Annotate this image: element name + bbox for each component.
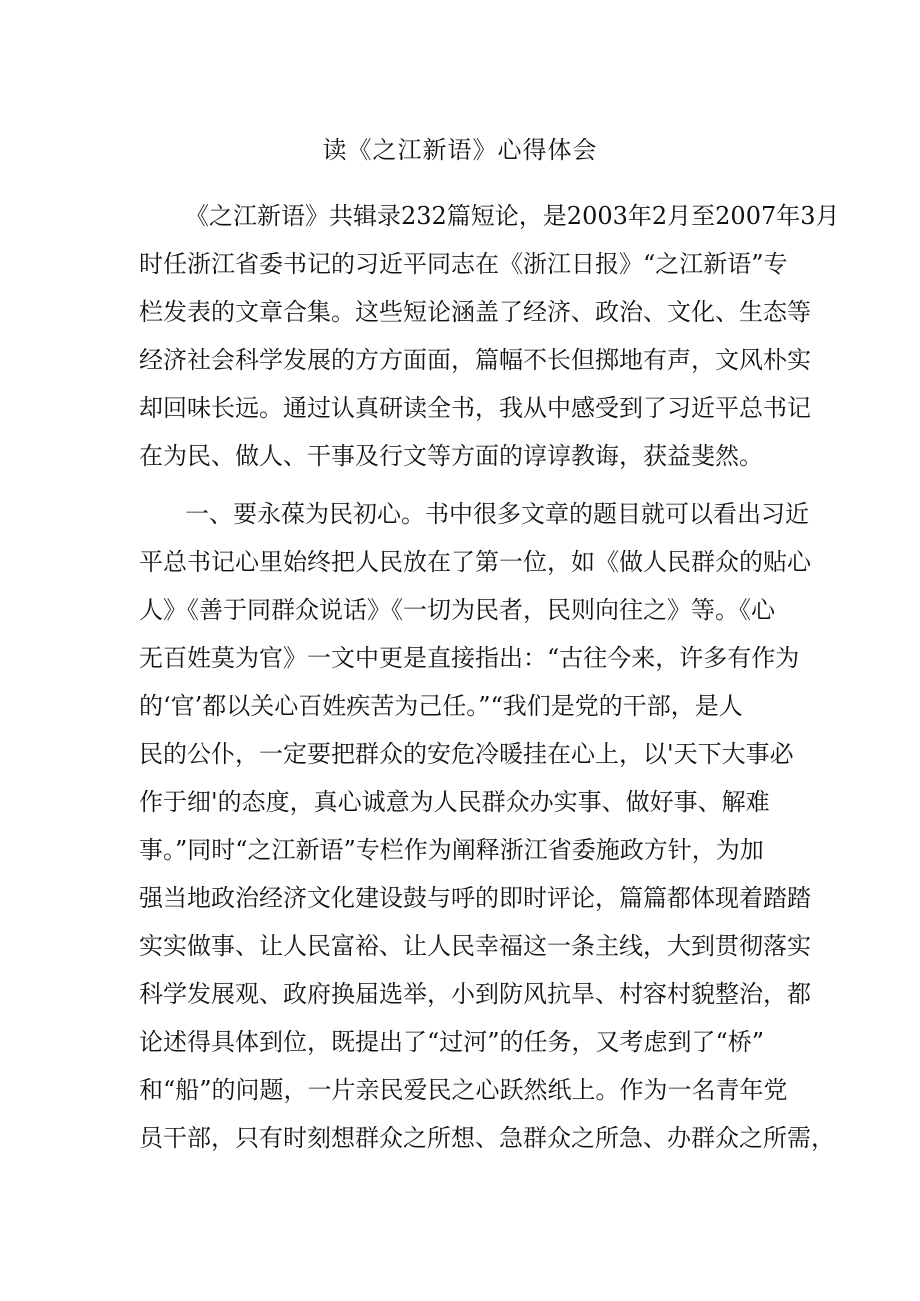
paragraph-section-one xyxy=(139,490,835,1162)
text-line: 时任浙江省委书记的习近平同志在《浙江日报》“之江新语”专 xyxy=(139,250,788,278)
text-line: 在为民、做人、干事及行文等方面的谆谆教诲，获益斐然。 xyxy=(139,442,763,470)
text-line: 员干部，只有时刻想群众之所想、急群众之所急、办群众之所需， xyxy=(139,1124,835,1152)
text-line: 强当地政治经济文化建设鼓与呼的即时评论，篇篇都体现着踏踏 xyxy=(139,884,811,912)
paragraph-intro xyxy=(139,192,840,480)
text-line: 论述得具体到位，既提出了“过河”的任务，又考虑到了“桥” xyxy=(139,1028,765,1056)
text-line: 科学发展观、政府换届选举，小到防风抗旱、村容村貌整治，都 xyxy=(139,980,811,1008)
text-line: 《之江新语》共辑录232篇短论，是2003年2月至2007年3月 xyxy=(185,202,840,230)
document-title: 读《之江新语》心得体会 xyxy=(322,136,598,164)
text-line: 无百姓莫为官》一文中更是直接指出：“古往今来，许多有作为 xyxy=(139,644,800,672)
text-line: 人》《善于同群众说话》《一切为民者，民则向往之》等。《心 xyxy=(139,596,775,624)
text-line: 和“船”的问题，一片亲民爱民之心跃然纸上。作为一名青年党 xyxy=(139,1076,788,1104)
text-line: 作于细'的态度，真心诚意为人民群众办实事、做好事、解难 xyxy=(139,788,770,816)
text-line: 平总书记心里始终把人民放在了第一位，如《做人民群众的贴心 xyxy=(139,548,811,576)
text-line: 经济社会科学发展的方方面面，篇幅不长但掷地有声，文风朴实 xyxy=(139,346,811,374)
text-line: 却回味长远。通过认真研读全书，我从中感受到了习近平总书记 xyxy=(139,394,811,422)
text-line: 的‘官’都以关心百姓疾苦为己任。”“我们是党的干部，是人 xyxy=(139,692,743,720)
text-line: 一、要永葆为民初心。书中很多文章的题目就可以看出习近 xyxy=(185,500,809,528)
text-line: 实实做事、让人民富裕、让人民幸福这一条主线，大到贯彻落实 xyxy=(139,932,811,960)
text-line: 事。”同时“之江新语”专栏作为阐释浙江省委施政方针，为加 xyxy=(139,836,764,864)
text-line: 民的公仆，一定要把群众的安危冷暖挂在心上，以'天下大事必 xyxy=(139,740,794,768)
text-line: 栏发表的文章合集。这些短论涵盖了经济、政治、文化、生态等 xyxy=(139,298,811,326)
